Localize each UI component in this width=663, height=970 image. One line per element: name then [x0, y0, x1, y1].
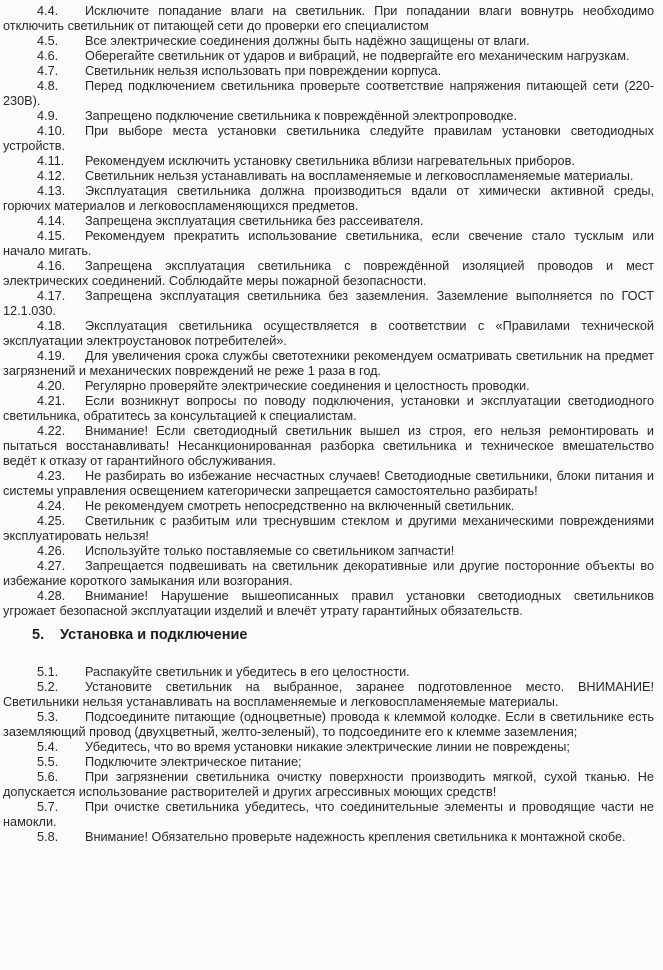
list-item — [3, 34, 654, 49]
item-number: 4.12. — [37, 169, 66, 183]
item-number: 4.10. — [37, 124, 66, 138]
list-item — [3, 259, 654, 289]
item-text: Исключите попадание влаги на светильник. При попадании влаги вовнутрь необходимо отключить светильник от питающей сети до проверки его специалистом — [3, 4, 654, 33]
item-text: Рекомендуем исключить установку светильника вблизи нагревательных приборов. — [85, 154, 575, 168]
item-number: 4.4. — [37, 4, 59, 18]
item-text: Установите светильник на выбранное, заранее подготовленное место. ВНИМАНИЕ! Светильники нельзя устанавливать на воспламеняемые и легковоспламеняемые материалы. — [3, 680, 654, 709]
list-item — [3, 559, 654, 589]
item-text: Если возникнут вопросы по поводу подключения, установки и эксплуатации светодиодного светильника, обратитесь за консультацией к специалистам. — [3, 394, 654, 423]
list-item — [3, 830, 654, 845]
item-number: 4.27. — [37, 559, 66, 573]
item-text: Эксплуатация светильника осуществляется в соответствии с «Правилами технической эксплуатации электроустановок потребителей». — [3, 319, 654, 348]
item-text: Запрещено подключение светильника к повреждённой электропроводке. — [85, 109, 518, 123]
list-item — [3, 740, 654, 755]
item-number: 4.14. — [37, 214, 66, 228]
item-text: Для увеличения срока службы светотехники рекомендуем осматривать светильник на предмет загрязнений и механических повреждений не реже 1 раза в год. — [3, 349, 654, 378]
item-number: 5.1. — [37, 665, 59, 679]
item-text: Светильник с разбитым или треснувшим стеклом и другими механическими повреждениями эксплуатировать нельзя! — [3, 514, 654, 543]
item-text: Перед подключением светильника проверьте соответствие напряжения питающей сети (220-230В). — [3, 79, 654, 108]
item-number: 4.7. — [37, 64, 59, 78]
list-item — [3, 424, 654, 469]
list-item — [3, 394, 654, 424]
section-title: Установка и подключение — [60, 627, 248, 643]
item-number: 4.13. — [37, 184, 66, 198]
item-text: Подключите электрическое питание; — [85, 755, 302, 769]
list-item — [3, 319, 654, 349]
item-text: Не разбирать во избежание несчастных случаев! Светодиодные светильники, блоки питания и системы управления освещением категорически запрещается самостоятельно разбирать! — [3, 469, 654, 498]
item-text: Запрещена эксплуатация светильника без рассеивателя. — [85, 214, 424, 228]
item-number: 5.5. — [37, 755, 59, 769]
item-number: 5.8. — [37, 830, 59, 844]
item-text: Светильник нельзя устанавливать на воспламеняемые и легковоспламеняемые материалы. — [85, 169, 634, 183]
item-number: 4.17. — [37, 289, 66, 303]
item-number: 4.25. — [37, 514, 66, 528]
item-text: Эксплуатация светильника должна производиться вдали от химически активной среды, горючих материалов и легковоспламеняющихся предметов. — [3, 184, 654, 213]
list-item — [3, 499, 654, 514]
section-number: 5. — [32, 627, 45, 643]
item-text: Распакуйте светильник и убедитесь в его целостности. — [85, 665, 410, 679]
item-text: Внимание! Обязательно проверьте надежность крепления светильника к монтажной скобе. — [85, 830, 626, 844]
list-item — [3, 79, 654, 109]
list-item — [3, 289, 654, 319]
item-number: 5.2. — [37, 680, 59, 694]
list-item — [3, 680, 654, 710]
item-text: Запрещается подвешивать на светильник декоративные или другие посторонние объекты во избежание короткого замыкания или возгорания. — [3, 559, 654, 588]
list-item — [3, 710, 654, 740]
item-text: Используйте только поставляемые со светильником запчасти! — [85, 544, 455, 558]
list-item — [3, 109, 654, 124]
list-item — [3, 469, 654, 499]
item-text: Внимание! Нарушение вышеописанных правил установки светодиодных светильников угрожает безопасной эксплуатации изделий и влечёт утрату гарантийных обязательств. — [3, 589, 654, 618]
item-text: При загрязнении светильника очистку поверхности производить мягкой, сухой тканью. Не допускается использование растворителей и других агрессивных моющих средств! — [3, 770, 654, 799]
item-text: Запрещена эксплуатация светильника без заземления. Заземление выполняется по ГОСТ 12.1.030. — [3, 289, 654, 318]
item-text: Светильник нельзя использовать при повреждении корпуса. — [85, 64, 442, 78]
item-number: 4.28. — [37, 589, 66, 603]
list-item — [3, 124, 654, 154]
item-number: 4.21. — [37, 394, 66, 408]
list-item — [3, 154, 654, 169]
list-item — [3, 755, 654, 770]
item-number: 4.11. — [37, 154, 65, 168]
list-item — [3, 665, 654, 680]
item-text: Внимание! Если светодиодный светильник вышел из строя, его нельзя ремонтировать и пытаться восстанавливать! Несанкционированная разборка светильника и техническое вмешательство ведёт к отказу от гарантийного обслуживания. — [3, 424, 654, 468]
list-item — [3, 544, 654, 559]
item-number: 4.23. — [37, 469, 66, 483]
item-text: При выборе места установки светильника следуйте правилам установки светодиодных устройств. — [3, 124, 654, 153]
list-item — [3, 214, 654, 229]
item-number: 4.20. — [37, 379, 66, 393]
list-item — [3, 589, 654, 619]
section-heading — [32, 627, 654, 644]
item-number: 5.6. — [37, 770, 59, 784]
item-number: 4.19. — [37, 349, 66, 363]
list-item — [3, 770, 654, 800]
item-number: 5.3. — [37, 710, 59, 724]
item-text: Не рекомендуем смотреть непосредственно на включенный светильник. — [85, 499, 515, 513]
item-number: 5.7. — [37, 800, 59, 814]
item-number: 4.16. — [37, 259, 66, 273]
item-text: Оберегайте светильник от ударов и вибраций, не подвергайте его механическим нагрузкам. — [85, 49, 630, 63]
list-item — [3, 169, 654, 184]
item-text: Подсоедините питающие (одноцветные) провода к клеммой колодке. Если в светильнике есть заземляющий провод (двухцветный, желто-зеленый), то подсоедините его к клемме заземления; — [3, 710, 654, 739]
list-item — [3, 514, 654, 544]
item-number: 4.6. — [37, 49, 59, 63]
item-text: Все электрические соединения должны быть надёжно защищены от влаги. — [85, 34, 530, 48]
list-item — [3, 184, 654, 214]
list-item — [3, 800, 654, 830]
item-text: При очистке светильника убедитесь, что соединительные элементы и проводящие части не намокли. — [3, 800, 654, 829]
item-text: Регулярно проверяйте электрические соединения и целостность проводки. — [85, 379, 530, 393]
list-item — [3, 49, 654, 64]
item-text: Рекомендуем прекратить использование светильника, если свечение стало тусклым или начало мигать. — [3, 229, 654, 258]
list-item — [3, 64, 654, 79]
item-number: 4.8. — [37, 79, 59, 93]
list-item — [3, 229, 654, 259]
list-item — [3, 349, 654, 379]
item-number: 4.5. — [37, 34, 59, 48]
item-number: 4.18. — [37, 319, 66, 333]
item-number: 4.26. — [37, 544, 66, 558]
item-number: 4.15. — [37, 229, 66, 243]
item-number: 4.24. — [37, 499, 66, 513]
list-item — [3, 379, 654, 394]
item-text: Убедитесь, что во время установки никакие электрические линии не повреждены; — [85, 740, 570, 754]
item-text: Запрещена эксплуатация светильника с повреждённой изоляцией проводов и мест электрических соединений. Соблюдайте меры пожарной безопасности. — [3, 259, 654, 288]
item-number: 4.22. — [37, 424, 66, 438]
list-item — [3, 4, 654, 34]
item-number: 4.9. — [37, 109, 59, 123]
item-number: 5.4. — [37, 740, 59, 754]
